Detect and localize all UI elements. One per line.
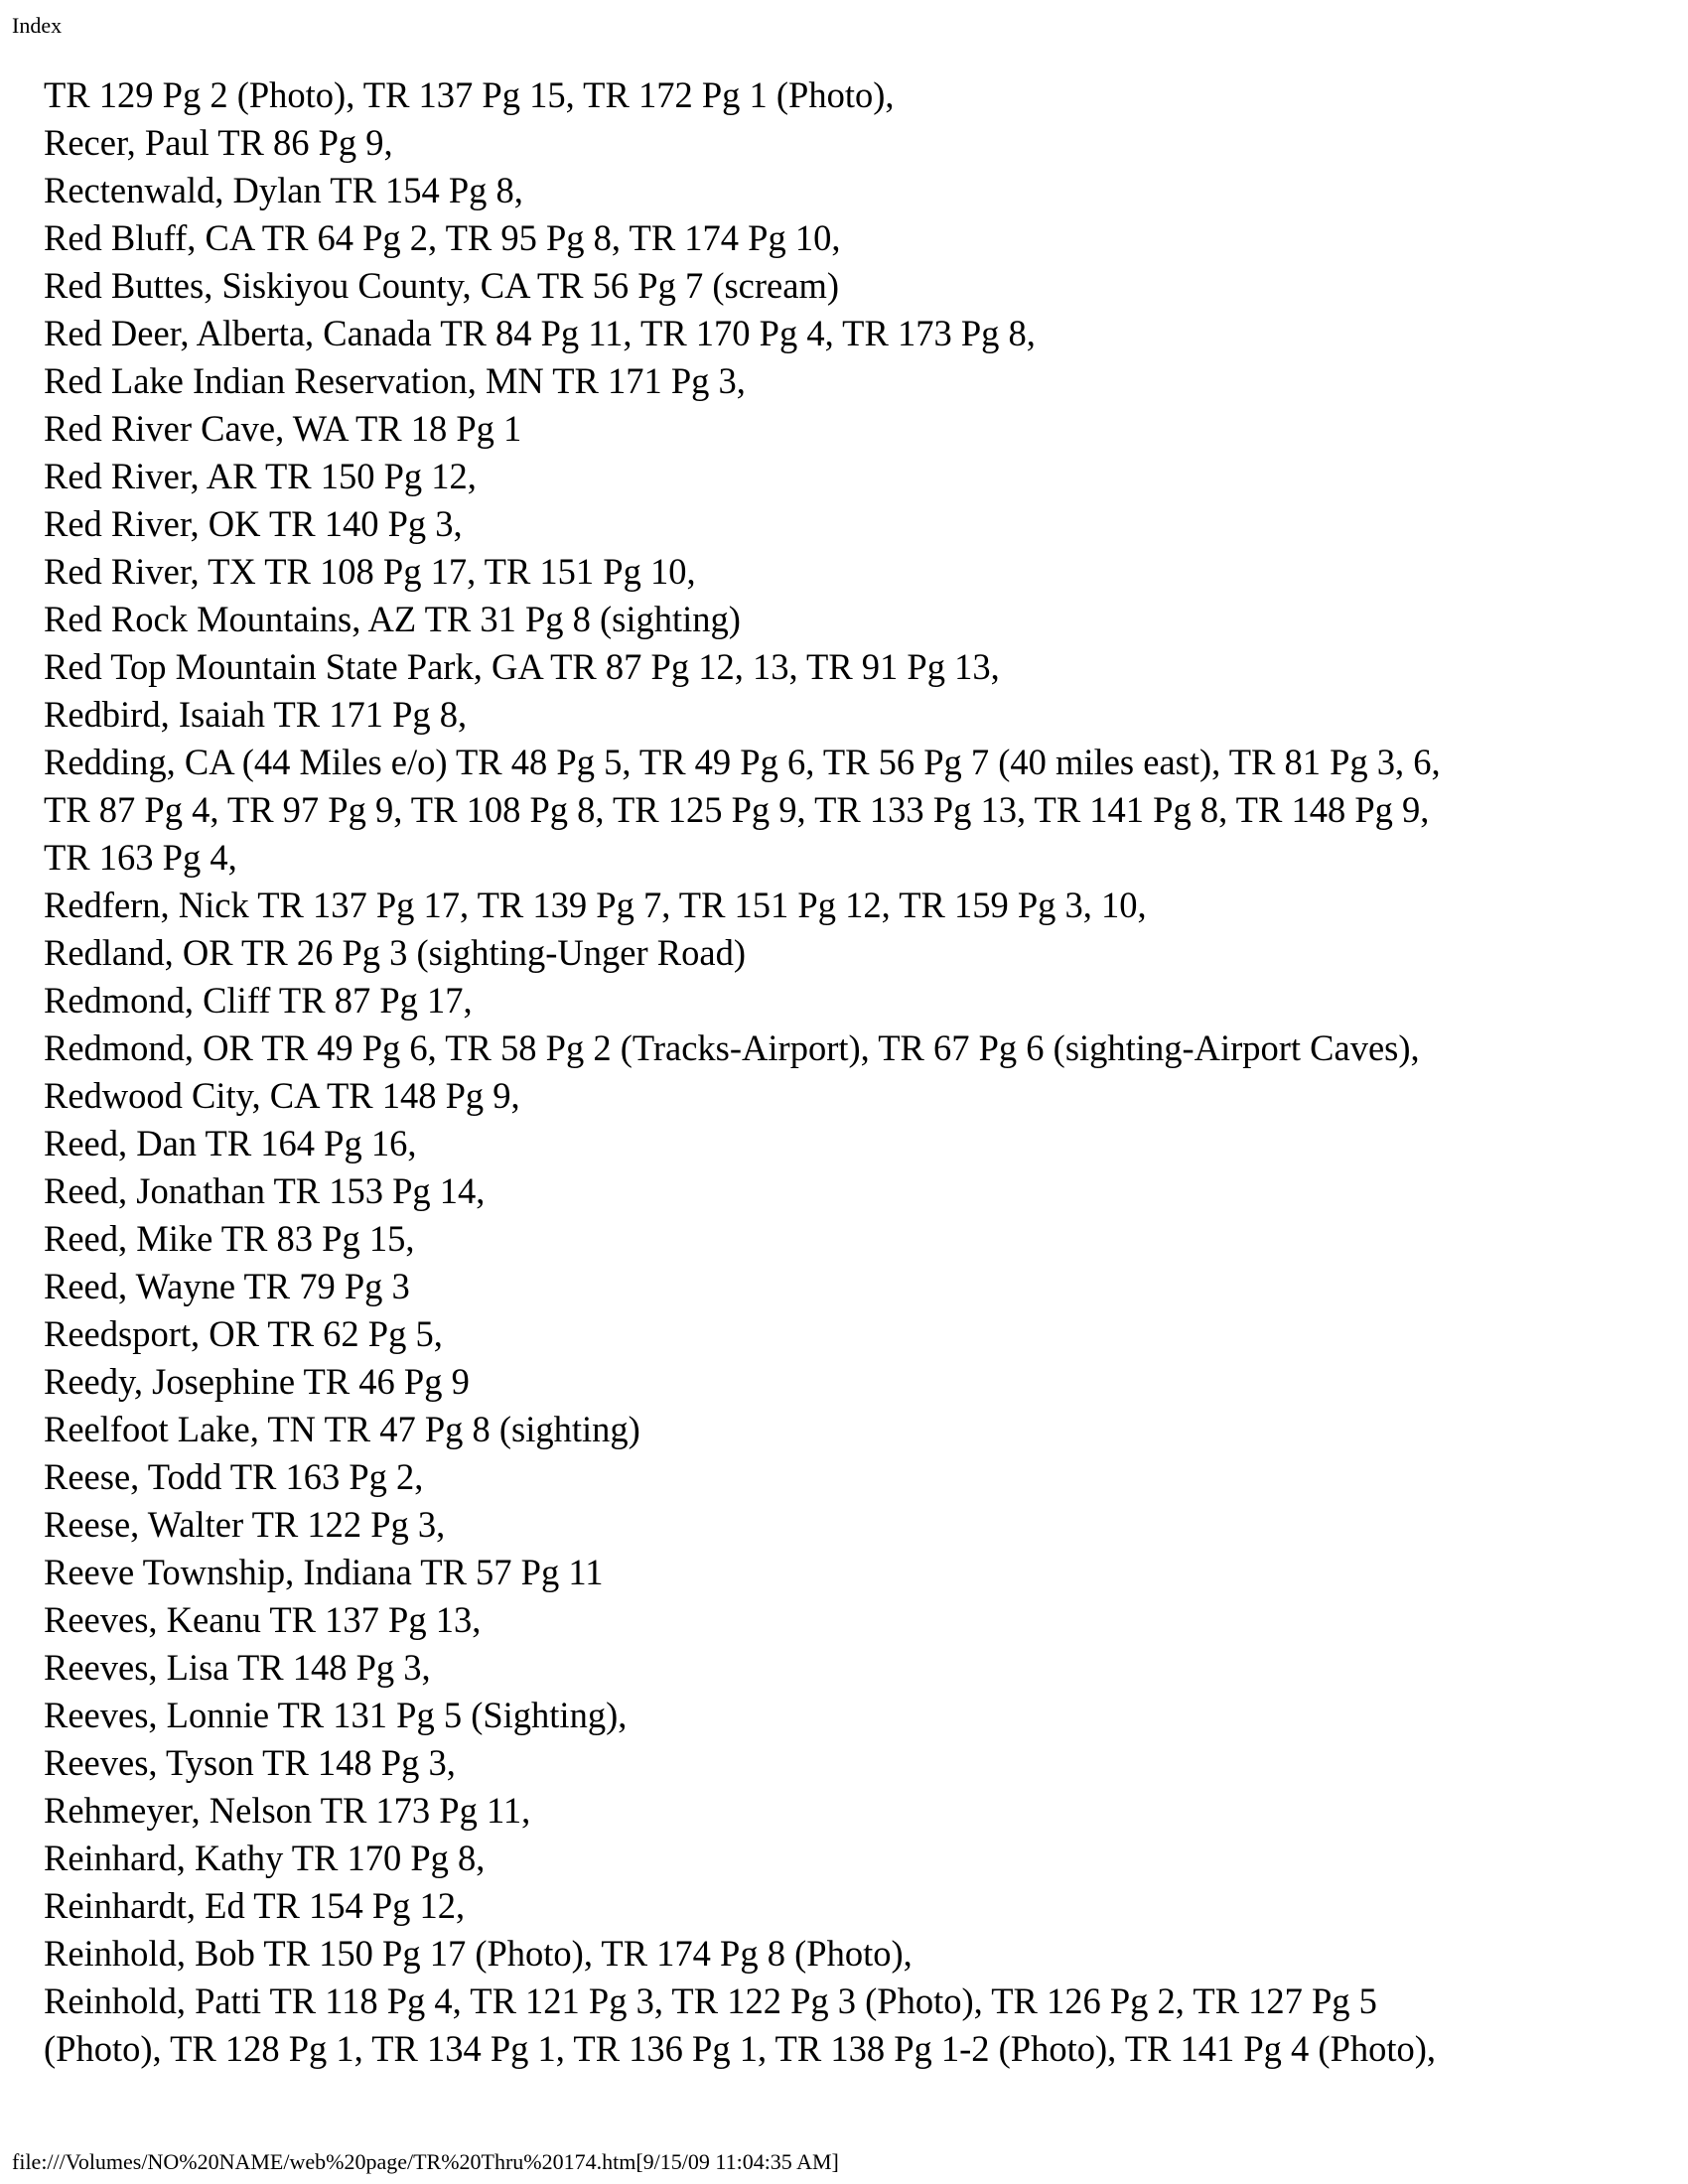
- index-entry: TR 163 Pg 4,: [44, 837, 237, 878]
- index-entry: Red Buttes, Siskiyou County, CA TR 56 Pg 7 (scream): [44, 265, 839, 306]
- index-entry: (Photo), TR 128 Pg 1, TR 134 Pg 1, TR 136 Pg 1, TR 138 Pg 1-2 (Photo), TR 141 Pg 4 (Photo),: [44, 2028, 1437, 2069]
- index-entry: Reed, Wayne TR 79 Pg 3: [44, 1266, 410, 1306]
- index-entry: Redbird, Isaiah TR 171 Pg 8,: [44, 694, 468, 735]
- index-entry: Redmond, OR TR 49 Pg 6, TR 58 Pg 2 (Tracks-Airport), TR 67 Pg 6 (sighting-Airport Caves),: [44, 1027, 1420, 1068]
- index-entry: Reelfoot Lake, TN TR 47 Pg 8 (sighting): [44, 1409, 640, 1449]
- index-entry: Rectenwald, Dylan TR 154 Pg 8,: [44, 170, 523, 210]
- index-entry: Redland, OR TR 26 Pg 3 (sighting-Unger Road): [44, 932, 746, 973]
- page-footer-url: file:///Volumes/NO%20NAME/web%20page/TR%20Thru%20174.htm[9/15/09 11:04:35 AM]: [12, 2149, 839, 2174]
- index-entry: Redding, CA (44 Miles e/o) TR 48 Pg 5, TR 49 Pg 6, TR 56 Pg 7 (40 miles east), TR 81 Pg 3, 6,: [44, 742, 1441, 782]
- index-entry: TR 129 Pg 2 (Photo), TR 137 Pg 15, TR 172 Pg 1 (Photo),: [44, 74, 895, 115]
- index-entry: Reeves, Lonnie TR 131 Pg 5 (Sighting),: [44, 1695, 628, 1735]
- index-entry: Red River, TX TR 108 Pg 17, TR 151 Pg 10,: [44, 551, 696, 592]
- index-entry: Red Top Mountain State Park, GA TR 87 Pg 12, 13, TR 91 Pg 13,: [44, 646, 1000, 687]
- index-entry: Reed, Jonathan TR 153 Pg 14,: [44, 1170, 486, 1211]
- index-entry: Red River Cave, WA TR 18 Pg 1: [44, 408, 522, 449]
- index-entry: TR 87 Pg 4, TR 97 Pg 9, TR 108 Pg 8, TR 125 Pg 9, TR 133 Pg 13, TR 141 Pg 8, TR 148 Pg 9,: [44, 789, 1430, 830]
- index-entry: Reinhardt, Ed TR 154 Pg 12,: [44, 1885, 466, 1926]
- index-entry: Reese, Todd TR 163 Pg 2,: [44, 1456, 424, 1497]
- index-entry: Redfern, Nick TR 137 Pg 17, TR 139 Pg 7, TR 151 Pg 12, TR 159 Pg 3, 10,: [44, 885, 1147, 925]
- index-entry: Reinhold, Patti TR 118 Pg 4, TR 121 Pg 3, TR 122 Pg 3 (Photo), TR 126 Pg 2, TR 127 Pg 5: [44, 1980, 1377, 2021]
- index-entry: Reed, Mike TR 83 Pg 15,: [44, 1218, 415, 1259]
- index-entry: Redwood City, CA TR 148 Pg 9,: [44, 1075, 520, 1116]
- index-entry: Red River, OK TR 140 Pg 3,: [44, 503, 463, 544]
- index-entry: Reeve Township, Indiana TR 57 Pg 11: [44, 1552, 604, 1592]
- index-entry: Reedy, Josephine TR 46 Pg 9: [44, 1361, 470, 1402]
- index-entry: Reinhold, Bob TR 150 Pg 17 (Photo), TR 174 Pg 8 (Photo),: [44, 1933, 913, 1974]
- page-header-title: Index: [12, 13, 63, 38]
- index-entry: Recer, Paul TR 86 Pg 9,: [44, 122, 393, 163]
- index-entry: Red Deer, Alberta, Canada TR 84 Pg 11, TR 170 Pg 4, TR 173 Pg 8,: [44, 313, 1036, 353]
- index-entry: Reedsport, OR TR 62 Pg 5,: [44, 1313, 443, 1354]
- index-entry-list: [44, 71, 1632, 2073]
- index-entry: Reed, Dan TR 164 Pg 16,: [44, 1123, 417, 1163]
- index-entry: Red Bluff, CA TR 64 Pg 2, TR 95 Pg 8, TR 174 Pg 10,: [44, 217, 841, 258]
- index-entry: Red River, AR TR 150 Pg 12,: [44, 456, 477, 496]
- index-entry: Red Rock Mountains, AZ TR 31 Pg 8 (sighting): [44, 599, 741, 639]
- index-entry: Reeves, Keanu TR 137 Pg 13,: [44, 1599, 482, 1640]
- index-entry: Reeves, Tyson TR 148 Pg 3,: [44, 1742, 456, 1783]
- index-entry: Reese, Walter TR 122 Pg 3,: [44, 1504, 446, 1545]
- index-entry: Red Lake Indian Reservation, MN TR 171 Pg 3,: [44, 360, 746, 401]
- index-entry: Reinhard, Kathy TR 170 Pg 8,: [44, 1838, 486, 1878]
- index-entry: Rehmeyer, Nelson TR 173 Pg 11,: [44, 1790, 531, 1831]
- index-entry: Reeves, Lisa TR 148 Pg 3,: [44, 1647, 431, 1688]
- index-entry: Redmond, Cliff TR 87 Pg 17,: [44, 980, 473, 1021]
